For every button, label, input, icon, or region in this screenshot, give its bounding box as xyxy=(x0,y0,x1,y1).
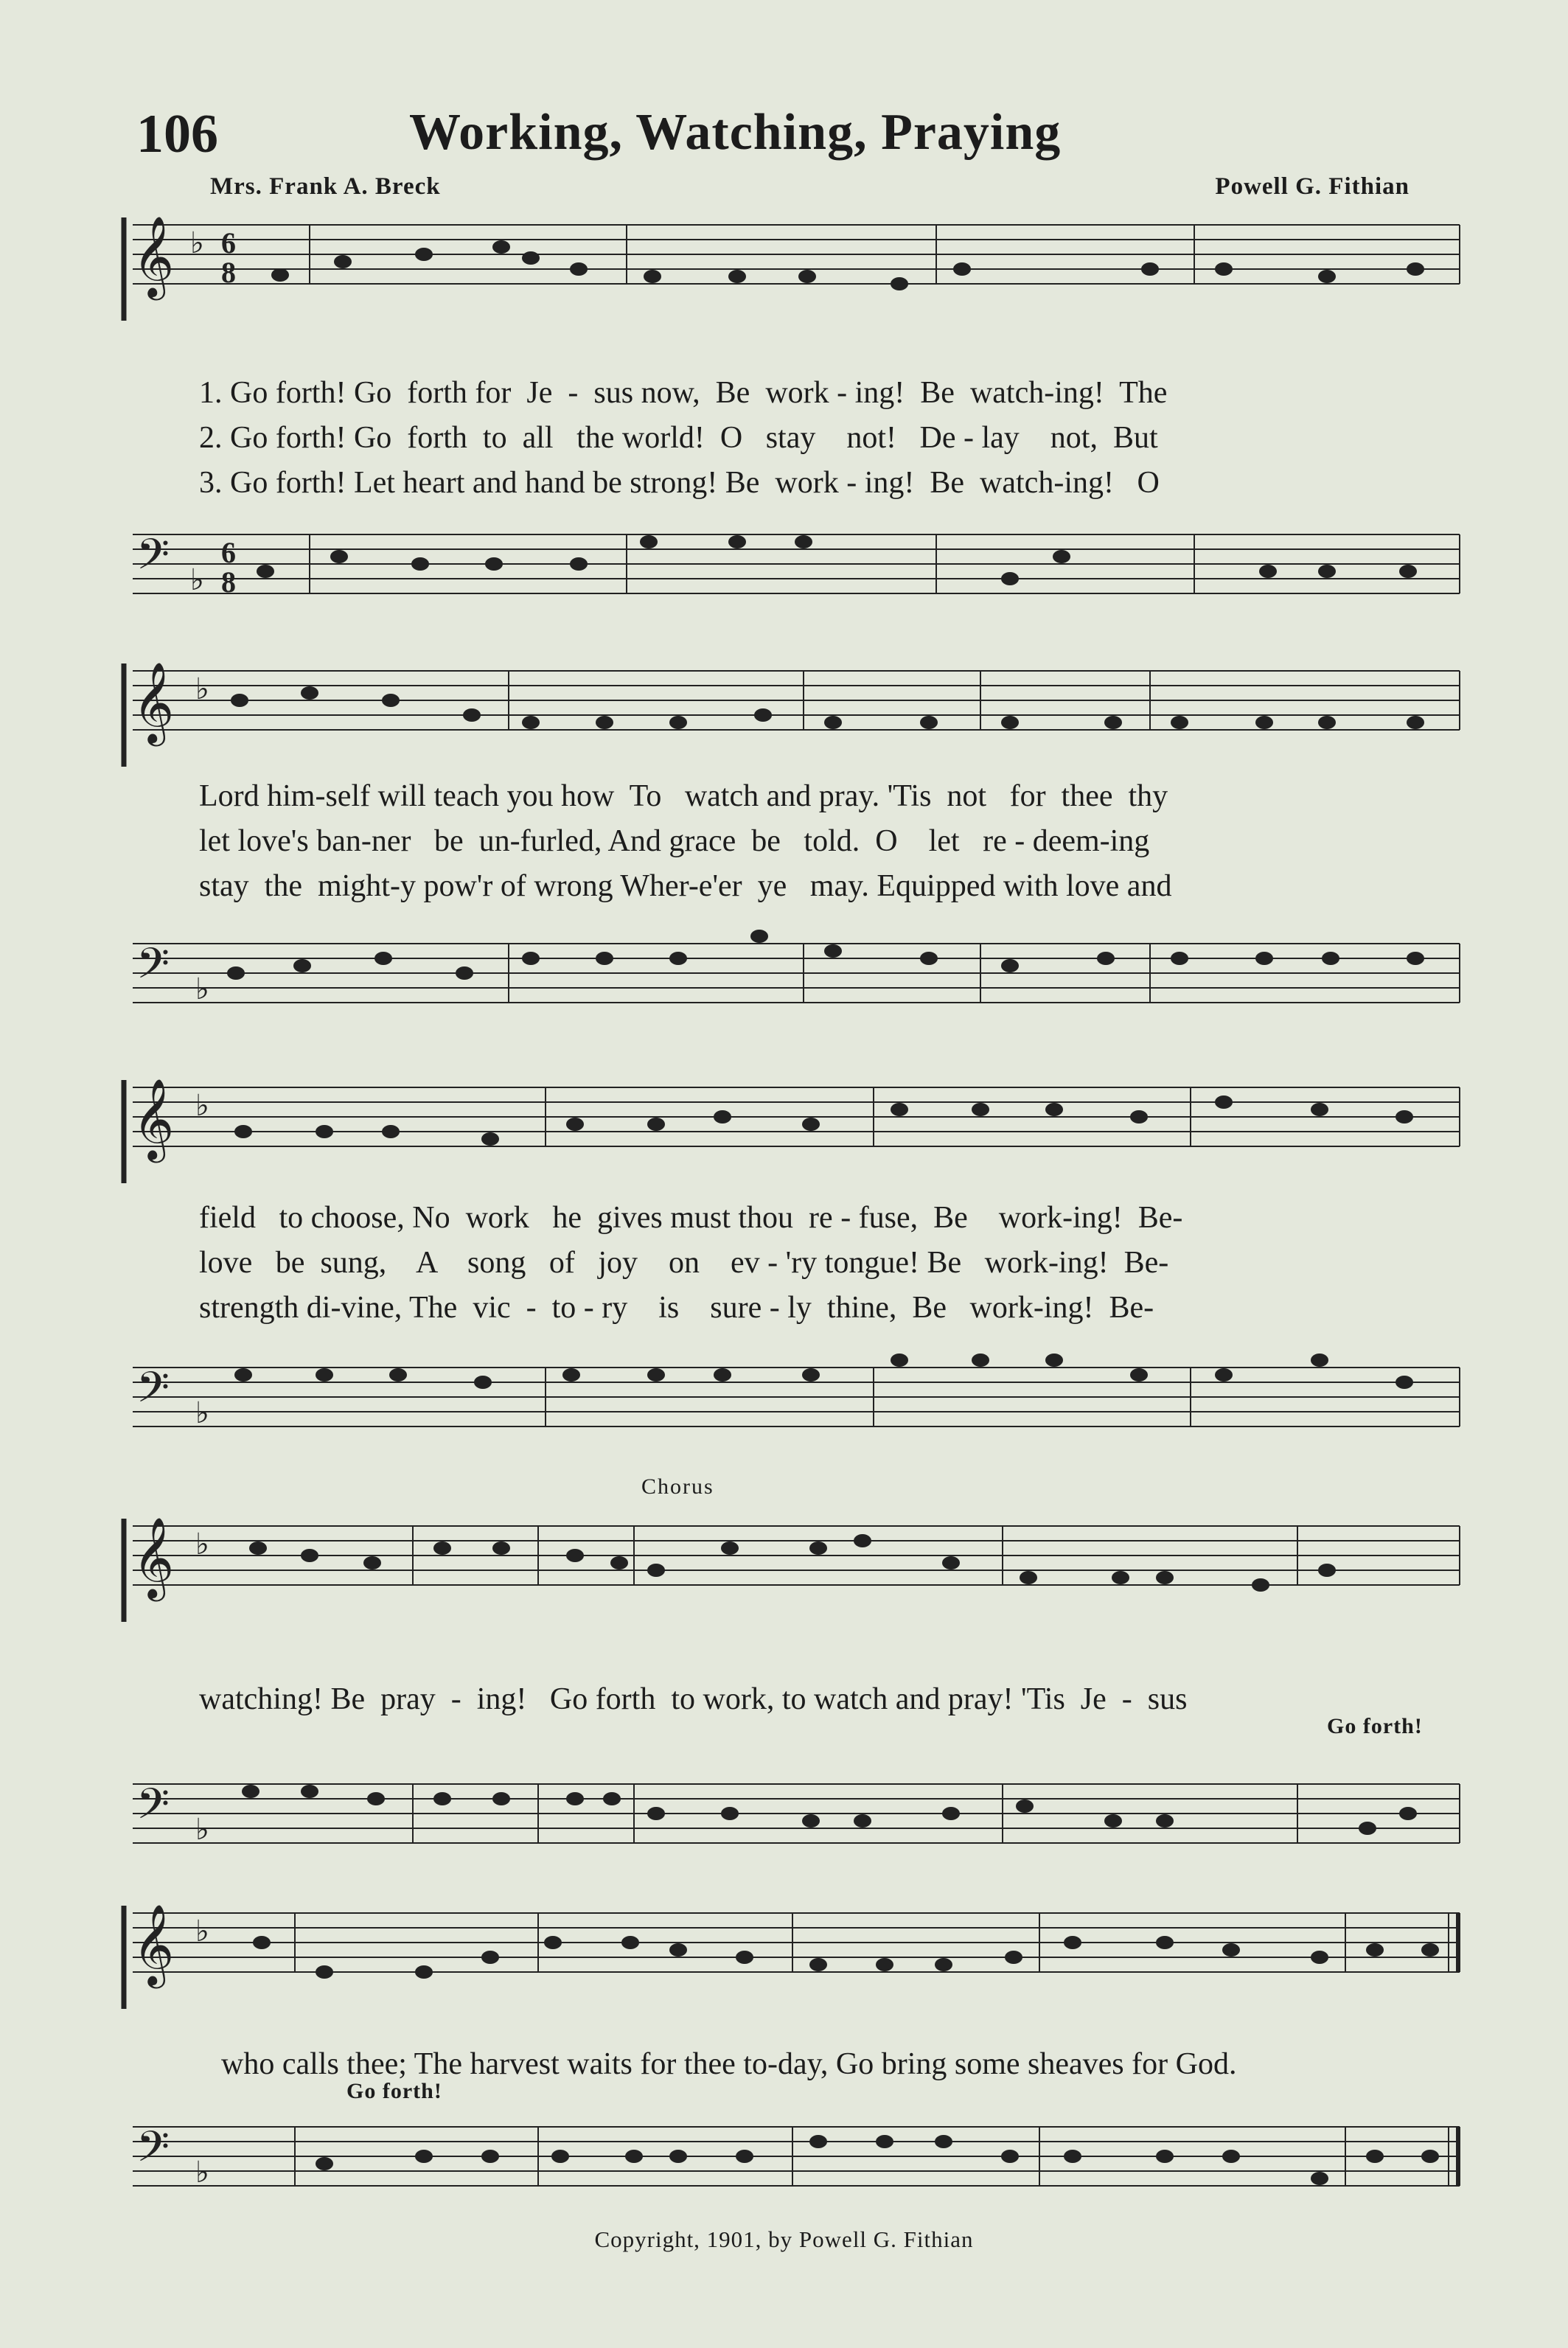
treble-staff-5 xyxy=(0,1898,1568,2009)
lyrics-system-2 xyxy=(199,774,1452,909)
treble-staff-2 xyxy=(0,656,1568,767)
lyrics-system-3 xyxy=(199,1196,1452,1331)
svg-text:♭: ♭ xyxy=(195,1915,209,1948)
lyric-line-chorus: watching! Be pray - ing! Go forth to work, to watch and pray! 'Tis Je - sus xyxy=(199,1682,1188,1716)
hymn-title: Working, Watching, Praying xyxy=(409,104,1062,161)
svg-text:𝄢: 𝄢 xyxy=(136,2125,170,2181)
bass-staff-4 xyxy=(0,1769,1568,1880)
lyric-line-verse-1: Lord him-self will teach you how To watch and pray. 'Tis not for thee thy xyxy=(199,779,1168,813)
chorus-label: Chorus xyxy=(641,1474,714,1499)
svg-text:♭: ♭ xyxy=(195,1527,209,1561)
svg-text:𝄢: 𝄢 xyxy=(136,532,170,589)
svg-text:♭: ♭ xyxy=(195,972,209,1006)
lyric-line-verse-3: stay the might-y pow'r of wrong Wher-e'er ye may. Equipped with love and xyxy=(199,869,1172,903)
svg-text:𝄢: 𝄢 xyxy=(136,941,170,998)
bass-staff-2 xyxy=(0,929,1568,1039)
lyricist: Mrs. Frank A. Breck xyxy=(210,173,441,200)
lyric-line-verse-1: field to choose, No work he gives must thou re - fuse, Be work-ing! Be- xyxy=(199,1201,1183,1235)
lyric-line-verse-2: love be sung, A song of joy on ev - 'ry tongue! Be work-ing! Be- xyxy=(199,1246,1169,1280)
svg-text:6: 6 xyxy=(221,226,236,259)
svg-text:♭: ♭ xyxy=(190,226,204,259)
lyric-line-verse-2: 2. Go forth! Go forth to all the world! O stay not! De - lay not, But xyxy=(199,421,1158,455)
lyrics-system-1 xyxy=(199,371,1452,506)
svg-text:𝄞: 𝄞 xyxy=(133,217,175,296)
lyric-line-verse-3: strength di-vine, The vic - to - ry is sure - ly thine, Be work-ing! Be- xyxy=(199,1291,1154,1325)
svg-text:♭: ♭ xyxy=(195,1396,209,1429)
bass-staff-3 xyxy=(0,1353,1568,1463)
hymn-number: 106 xyxy=(136,104,218,164)
svg-text:𝄢: 𝄢 xyxy=(136,1365,170,1422)
lyrics-system-4 xyxy=(199,1677,1452,1722)
treble-staff-1 xyxy=(0,210,1568,321)
svg-text:♭: ♭ xyxy=(195,2156,209,2189)
svg-text:♭: ♭ xyxy=(195,672,209,706)
copyright-notice: Copyright, 1901, by Powell G. Fithian xyxy=(594,2226,974,2252)
bass-staff-1 xyxy=(0,520,1568,630)
lyric-line-verse-3: 3. Go forth! Let heart and hand be strong! Be work - ing! Be watch-ing! O xyxy=(199,466,1160,500)
lyric-line-verse-1: 1. Go forth! Go forth for Je - sus now, Be work - ing! Be watch-ing! The xyxy=(199,376,1168,410)
svg-text:♭: ♭ xyxy=(190,563,204,596)
svg-text:♭: ♭ xyxy=(195,1813,209,1846)
lyric-line-verse-2: let love's ban-ner be un-furled, And grace be told. O let re - deem-ing xyxy=(199,824,1150,858)
svg-text:8: 8 xyxy=(221,565,236,599)
lyric-line-chorus: who calls thee; The harvest waits for thee to-day, Go bring some sheaves for God. xyxy=(221,2047,1237,2081)
svg-text:8: 8 xyxy=(221,256,236,289)
cue-go-forth: Go forth! xyxy=(346,2079,442,2103)
svg-text:𝄢: 𝄢 xyxy=(136,1782,170,1839)
bass-staff-5 xyxy=(0,2112,1568,2223)
svg-text:6: 6 xyxy=(221,536,236,569)
composer: Powell G. Fithian xyxy=(1215,173,1410,200)
svg-text:𝄞: 𝄞 xyxy=(133,1080,175,1158)
svg-text:𝄞: 𝄞 xyxy=(133,1519,175,1597)
treble-staff-4 xyxy=(0,1511,1568,1622)
svg-text:𝄞: 𝄞 xyxy=(133,1906,175,1984)
svg-text:𝄞: 𝄞 xyxy=(133,663,175,742)
svg-text:♭: ♭ xyxy=(195,1089,209,1122)
cue-go-forth: Go forth! xyxy=(1327,1714,1423,1738)
treble-staff-3 xyxy=(0,1073,1568,1183)
